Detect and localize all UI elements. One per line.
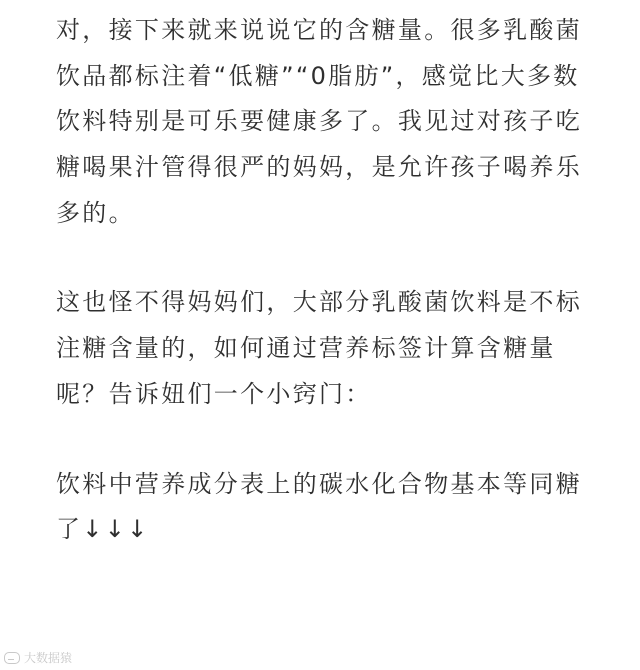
text-line: 对，接下来就来说说它的含糖量。很多乳酸菌 — [56, 16, 582, 44]
text-line: 了↓↓↓ — [56, 515, 150, 544]
paragraph-sugar-content — [56, 18, 596, 225]
paragraph-spacer — [56, 246, 596, 290]
text-line: 糖喝果汁管得很严的妈妈，是允许孩子喝养乐 — [56, 153, 582, 182]
paragraph-nutrition-label — [56, 288, 596, 408]
paragraph-carbohydrate-tip — [56, 469, 596, 544]
text-line: 饮料特别是可乐要健康多了。我见过对孩子吃 — [56, 107, 582, 136]
text-line: 饮品都标注着“低糖”“0脂肪”，感觉比大多数 — [56, 61, 580, 90]
text-line: 呢？告诉妞们一个小窍门： — [56, 379, 372, 408]
watermark — [4, 649, 72, 666]
text-line: 注糖含量的，如何通过营养标签计算含糖量 — [56, 334, 556, 363]
text-line: 多的。 — [56, 198, 135, 227]
weibo-logo-icon — [4, 652, 20, 664]
text-line: 饮料中营养成分表上的碳水化合物基本等同糖 — [56, 469, 582, 498]
paragraph-spacer — [56, 428, 596, 472]
watermark-text: 大数据猿 — [24, 651, 73, 665]
text-line: 这也怪不得妈妈们，大部分乳酸菌饮料是不标 — [56, 288, 582, 317]
article-body — [56, 18, 596, 563]
